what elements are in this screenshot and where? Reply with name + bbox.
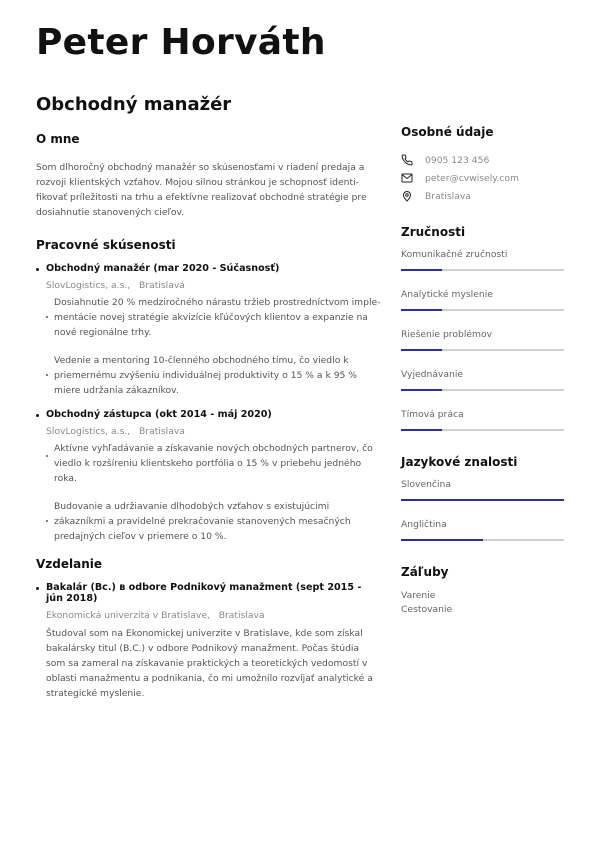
candidate-name: Peter Horváth xyxy=(36,22,326,63)
skill-label: Analytické myslenie xyxy=(401,289,493,300)
contact-email[interactable] xyxy=(401,169,566,187)
hobbies-heading: Záľuby xyxy=(401,565,449,579)
job-bullet: Budovanie a udržiavanie dlhodobých vzťahov s existujúcimi zákazníkmi a pravidelné prekračovanie stanovených mesačných predajných cieľov v priemere o 10 %. xyxy=(54,499,381,544)
hobbies-section xyxy=(401,565,566,617)
job-location: Bratislava xyxy=(138,426,185,437)
education-school-line xyxy=(36,610,381,621)
education-title: Bakalár (Bc.) в odbore Podnikový manažment (sept 2015 - jún 2018) xyxy=(36,582,381,604)
location-pin-icon xyxy=(401,190,413,202)
about-heading: O mne xyxy=(36,132,80,146)
job-entry xyxy=(36,409,381,544)
job-title: Obchodný manažér (mar 2020 - Súčasnosť) xyxy=(36,263,381,274)
education-section xyxy=(36,557,381,701)
language-item xyxy=(401,479,566,501)
contact-location-text: Bratislava xyxy=(425,190,471,202)
skill-bar-track xyxy=(401,349,564,351)
skill-label: Komunikačné zručnosti xyxy=(401,249,508,260)
job-company: SlovLogistics, a.s., xyxy=(46,426,131,437)
skill-item xyxy=(401,289,566,311)
language-bar-fill xyxy=(401,499,564,501)
job-title: Obchodný zástupca (okt 2014 - máj 2020) xyxy=(36,409,381,420)
hobby-item: Varenie xyxy=(401,590,436,601)
skill-label: Riešenie problémov xyxy=(401,329,493,340)
language-label: Slovenčina xyxy=(401,479,451,490)
about-text: Som dlhoročný obchodný manažér so skúsenosťami v riadení predaja a rozvoji klientských vzťahov. Mojou silnou stránkou je schopnosť identi-fikovať príležitosti na trhu a efektívne realizovať obchodné stratégie pre dosiahnutie stanovených cieľov. xyxy=(36,162,367,218)
language-bar-fill xyxy=(401,539,483,541)
skill-label: Tímová práca xyxy=(401,409,464,420)
skills-section xyxy=(401,225,566,431)
job-company-line xyxy=(36,280,381,291)
main-column xyxy=(36,132,381,701)
candidate-job-title: Obchodný manažér xyxy=(36,94,232,115)
skill-bar-track xyxy=(401,309,564,311)
languages-section xyxy=(401,455,566,541)
hobby-item: Cestovanie xyxy=(401,604,453,615)
education-heading: Vzdelanie xyxy=(36,557,103,571)
job-bullet: Aktívne vyhľadávanie a získavanie nových obchodných partnerov, čo viedlo k rozšíreniu klientskeho portfólia o 15 % v priebehu jedného roka. xyxy=(54,441,381,486)
language-bar-track xyxy=(401,539,564,541)
education-location: Bratislava xyxy=(218,610,265,621)
job-entry xyxy=(36,263,381,398)
skill-bar-fill xyxy=(401,269,442,271)
contact-location xyxy=(401,187,566,205)
skill-bar-fill xyxy=(401,349,442,351)
experience-heading: Pracovné skúsenosti xyxy=(36,238,176,252)
skill-item xyxy=(401,249,566,271)
mail-icon xyxy=(401,172,413,184)
skill-bar-track xyxy=(401,389,564,391)
about-section xyxy=(36,132,381,220)
skills-heading: Zručnosti xyxy=(401,225,466,239)
skills-list xyxy=(401,249,566,431)
experience-section xyxy=(36,238,381,544)
contact-list xyxy=(401,151,566,205)
skill-item xyxy=(401,369,566,391)
education-description: Študoval som na Ekonomickej univerzite v Bratislave, kde som získal bakalársky titul (B.C.) v odbore Podnikový manažment. Počas štúdia som sa zameral na získavanie praktických a teoretických vedomostí v oblasti manažmentu a podnikania, čo mi umožnilo rozvíjať analytické a strategické myslenie. xyxy=(46,628,373,699)
skill-bar-fill xyxy=(401,309,442,311)
skill-bar-track xyxy=(401,429,564,431)
hobbies-list xyxy=(401,589,566,617)
personal-section xyxy=(401,125,566,205)
job-company: SlovLogistics, a.s., xyxy=(46,280,131,291)
job-company-line xyxy=(36,426,381,437)
contact-phone-text: 0905 123 456 xyxy=(425,154,490,166)
skill-item xyxy=(401,329,566,351)
skill-bar-fill xyxy=(401,389,442,391)
language-item xyxy=(401,519,566,541)
skill-bar-track xyxy=(401,269,564,271)
job-location: Bratislava xyxy=(138,280,185,291)
contact-email-text: peter@cvwisely.com xyxy=(425,172,519,184)
languages-heading: Jazykové znalosti xyxy=(401,455,518,469)
sidebar-column xyxy=(401,125,566,617)
language-label: Angličtina xyxy=(401,519,447,530)
contact-phone[interactable] xyxy=(401,151,566,169)
skill-bar-fill xyxy=(401,429,442,431)
education-school: Ekonomická univerzita v Bratislave, xyxy=(46,610,210,621)
job-bullets xyxy=(36,295,381,398)
job-bullets xyxy=(36,441,381,544)
phone-icon xyxy=(401,154,413,166)
job-bullet: Dosiahnutie 20 % medziročného nárastu tržieb prostredníctvom imple-mentácie novej stratégie akvizície kľúčových klientov a expanzie na nové regionálne trhy. xyxy=(54,297,381,338)
skill-label: Vyjednávanie xyxy=(401,369,464,380)
skill-item xyxy=(401,409,566,431)
job-bullet: Vedenie a mentoring 10-členného obchodného tímu, čo viedlo k priemernému zvýšeniu individuálnej produktivity o 15 % a k 95 % miere udržania zákazníkov. xyxy=(54,353,381,398)
personal-heading: Osobné údaje xyxy=(401,125,494,139)
education-entry xyxy=(36,582,381,701)
language-bar-track xyxy=(401,499,564,501)
